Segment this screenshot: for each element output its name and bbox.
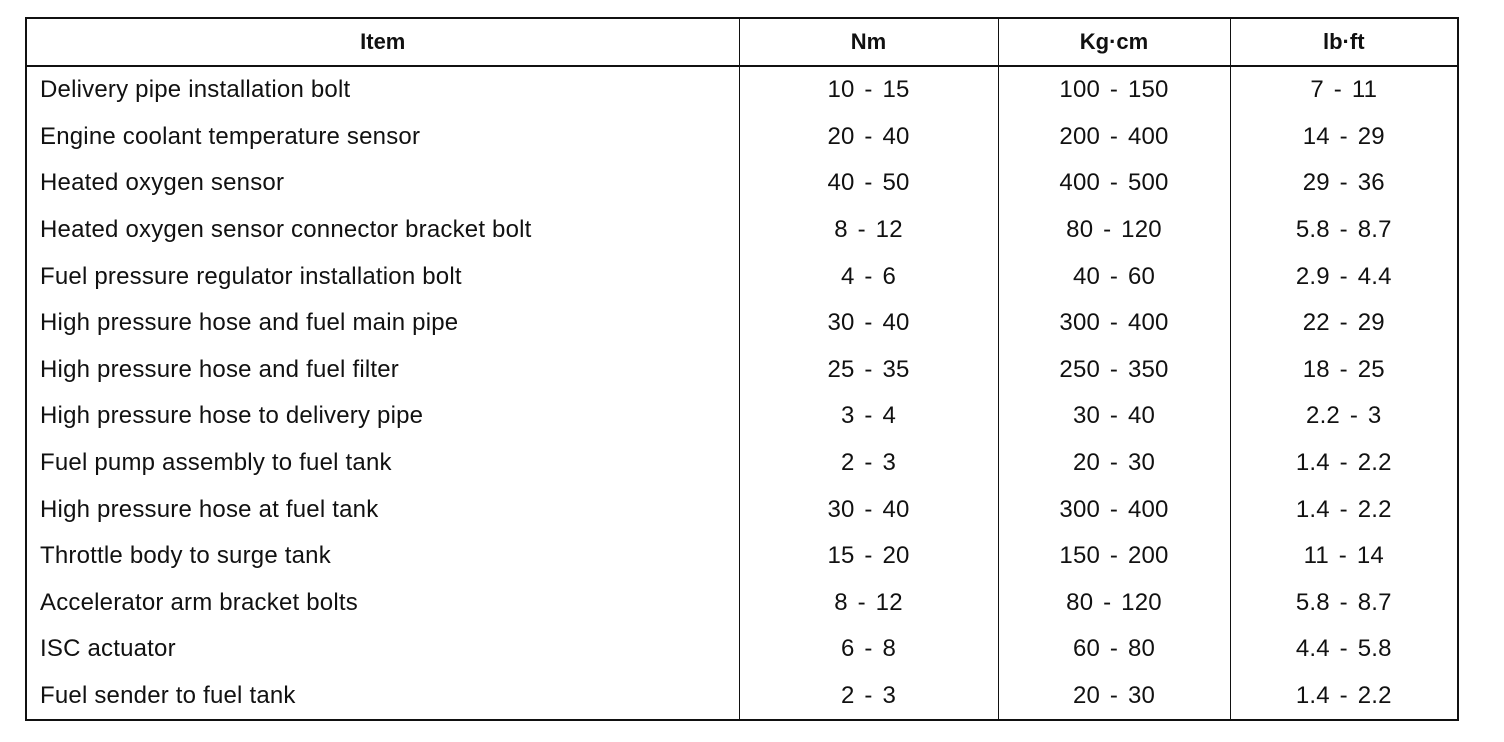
table-row [26,393,1458,440]
nm-cell: 20 - 40 [739,114,998,161]
nm-cell: 6 - 8 [739,626,998,673]
lbft-cell: 1.4 - 2.2 [1295,449,1392,477]
nm-cell: 30 - 40 [739,300,998,347]
nm-cell: 8 - 12 [739,207,998,254]
nm-cell: 10 - 15 [739,66,998,114]
kgcm-cell: 40 - 60 [998,253,1230,300]
table-row [26,440,1458,487]
item-cell: Fuel sender to fuel tank [26,673,739,721]
item-cell: ISC actuator [26,626,739,673]
kgcm-cell: 400 - 500 [998,160,1230,207]
lbft-cell: 2.2 - 3 [1306,402,1382,430]
item-cell: Delivery pipe installation bolt [26,66,739,114]
table-row [26,580,1458,627]
nm-cell: 30 - 40 [739,486,998,533]
nm-cell: 4 - 6 [739,253,998,300]
kgcm-cell: 100 - 150 [998,66,1230,114]
nm-cell: 2 - 3 [739,440,998,487]
column-header-nm: Nm [739,18,998,66]
table-row [26,66,1458,114]
nm-cell: 3 - 4 [739,393,998,440]
item-cell: Accelerator arm bracket bolts [26,580,739,627]
column-header-kgcm: Kg·cm [998,18,1230,66]
table-row [26,253,1458,300]
kgcm-cell: 20 - 30 [998,440,1230,487]
column-header-lbft: lb·ft [1230,18,1458,66]
kgcm-cell: 200 - 400 [998,114,1230,161]
table-row [26,486,1458,533]
kgcm-cell: 150 - 200 [998,533,1230,580]
item-cell: Fuel pressure regulator installation bolt [26,253,739,300]
kgcm-cell: 250 - 350 [998,347,1230,394]
kgcm-cell: 20 - 30 [998,673,1230,721]
kgcm-cell: 30 - 40 [998,393,1230,440]
lbft-cell: 11 - 14 [1303,542,1384,570]
torque-spec-table [25,17,1459,721]
lbft-cell: 7 - 11 [1310,76,1378,104]
table-row [26,114,1458,161]
table-row [26,533,1458,580]
lbft-cell: 5.8 - 8.7 [1295,588,1392,616]
column-header-item: Item [26,18,739,66]
item-cell: Fuel pump assembly to fuel tank [26,440,739,487]
kgcm-cell: 80 - 120 [998,580,1230,627]
table-row [26,160,1458,207]
kgcm-cell: 60 - 80 [998,626,1230,673]
nm-cell: 2 - 3 [739,673,998,721]
item-cell: High pressure hose to delivery pipe [26,393,739,440]
kgcm-cell: 300 - 400 [998,300,1230,347]
item-cell: Heated oxygen sensor connector bracket bolt [26,207,739,254]
item-cell: Throttle body to surge tank [26,533,739,580]
lbft-cell: 1.4 - 2.2 [1295,682,1392,710]
table-row [26,207,1458,254]
item-cell: Heated oxygen sensor [26,160,739,207]
item-cell: High pressure hose and fuel filter [26,347,739,394]
nm-cell: 15 - 20 [739,533,998,580]
item-cell: Engine coolant temperature sensor [26,114,739,161]
item-cell: High pressure hose at fuel tank [26,486,739,533]
lbft-cell: 22 - 29 [1302,309,1385,337]
lbft-cell: 14 - 29 [1302,122,1385,150]
table-row [26,300,1458,347]
lbft-cell: 5.8 - 8.7 [1295,216,1392,244]
lbft-cell: 29 - 36 [1302,169,1385,197]
lbft-cell: 2.9 - 4.4 [1295,262,1392,290]
table-row [26,626,1458,673]
table-body [26,66,1458,720]
nm-cell: 40 - 50 [739,160,998,207]
lbft-cell: 1.4 - 2.2 [1295,495,1392,523]
kgcm-cell: 80 - 120 [998,207,1230,254]
item-cell: High pressure hose and fuel main pipe [26,300,739,347]
table-row [26,347,1458,394]
table-header-row [26,18,1458,66]
lbft-cell: 4.4 - 5.8 [1295,635,1392,663]
lbft-cell: 18 - 25 [1302,355,1385,383]
nm-cell: 25 - 35 [739,347,998,394]
nm-cell: 8 - 12 [739,580,998,627]
kgcm-cell: 300 - 400 [998,486,1230,533]
table-row [26,673,1458,721]
